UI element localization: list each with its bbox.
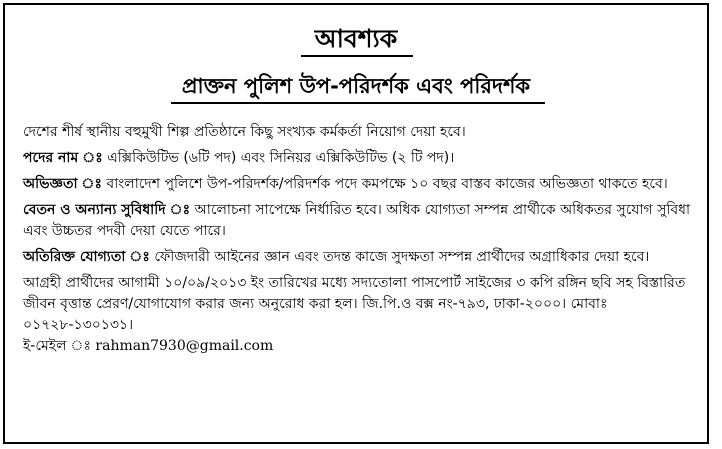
application-text: আগ্রহী প্রার্থীদের আগামী ১০/০৯/২০১৩ ইং তারিখের মধ্যে সদ্যতোলা পাসপোর্ট সাইজের ৩ কপি রঙ্গিন ছবি সহ বিস্তারিত জীবন বৃত্তান্ত প্রেরণ/যোগাযোগ করার জন্য অনুরোধ করা হল। জি.পি.ও বক্স নং-৭৯৩, ঢাকা-২০০০। মোবাঃ ০১৭২৮-১৩০১৩১।: [23, 275, 686, 333]
additional-label: অতিরিক্ত যোগ্যতা ঃ: [23, 249, 150, 265]
ad-body: [23, 122, 693, 357]
subtitle-underline: [171, 102, 545, 104]
job-advertisement: [3, 3, 709, 444]
salary-text: আলোচনা সাপেক্ষে নির্ধারিত হবে। অধিক যোগ্যতা সম্পন্ন প্রার্থীকে অধিকতর সুযোগ সুবিধা এবং উচ্চতর পদবী দেয়া যেতে পারে।: [23, 202, 691, 239]
salary-label: বেতন ও অন্যান্য সুবিধাদি ঃ: [23, 202, 191, 218]
intro-paragraph: দেশের শীর্ষ স্থানীয় বহুমুখী শিল্প প্রতিষ্ঠানে কিছু সংখ্যক কর্মকর্তা নিয়োগ দেয়া হবে।: [23, 124, 466, 140]
experience-paragraph: [23, 174, 693, 195]
post-paragraph: [23, 148, 693, 169]
post-label: পদের নাম ঃ: [23, 150, 103, 166]
ad-subtitle: প্রাক্তন পুলিশ উপ-পরিদর্শক এবং পরিদর্শক: [181, 74, 531, 98]
title-underline: [301, 55, 413, 57]
additional-qualification-paragraph: [23, 247, 693, 268]
experience-text: বাংলাদেশ পুলিশে উপ-পরিদর্শক/পরিদর্শক পদে কমপক্ষে ১০ বছর বাস্তব কাজের অভিজ্ঞতা থাকতে হবে।: [101, 176, 668, 192]
application-paragraph: [23, 273, 693, 357]
email-address[interactable]: rahman7930@gmail.com: [95, 338, 274, 354]
ad-title: আবশ্যক: [314, 24, 398, 53]
additional-text: ফৌজদারী আইনের জ্ঞান এবং তদন্ত কাজে সুদক্ষতা সম্পন্ন প্রার্থীদের অগ্রাধিকার দেয়া হবে।: [149, 249, 650, 265]
experience-label: অভিজ্ঞতা ঃ: [23, 176, 102, 192]
salary-paragraph: [23, 200, 693, 242]
post-text: এক্সিকিউটিভ (৬টি পদ) এবং সিনিয়র এক্সিকিউটিভ (২ টি পদ)।: [102, 150, 455, 166]
email-label: ই-মেইল ঃ: [23, 338, 96, 354]
